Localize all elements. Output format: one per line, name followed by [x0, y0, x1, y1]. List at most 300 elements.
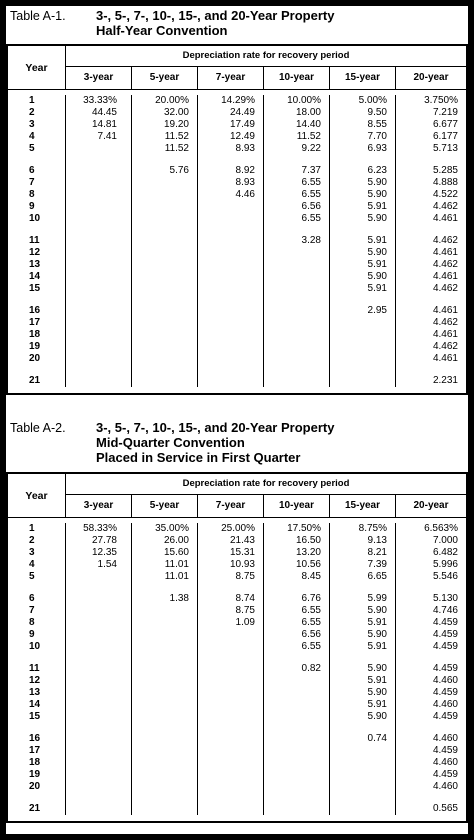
rate-cell: 5.91: [367, 641, 387, 652]
rate-cell: 5.91: [367, 699, 387, 710]
rate-cell: [198, 213, 255, 225]
rate-cell: [330, 317, 387, 329]
rate-cell: 6.55: [301, 189, 321, 200]
rate-cell: 4.459: [432, 711, 458, 722]
rate-cell: [132, 641, 189, 653]
rate-cell: [264, 259, 321, 271]
rate-cell: 17.49: [229, 119, 255, 130]
column-header: 15-year: [330, 67, 396, 89]
rate-cell: [198, 317, 255, 329]
year-cell: 14: [29, 271, 41, 282]
rate-cell: 5.90: [367, 663, 387, 674]
rate-cell: [264, 375, 321, 387]
rate-cell: 19.20: [163, 119, 189, 130]
column-header: 5-year: [132, 495, 198, 517]
rate-cell: [66, 605, 117, 617]
rate-cell: [330, 781, 387, 793]
year-cell: 19: [29, 341, 41, 352]
rate-cell: 6.563%: [424, 523, 458, 534]
year-cell: 8: [29, 189, 35, 200]
column-header: 10-year: [264, 67, 330, 89]
year-cell: 7: [29, 605, 35, 616]
rate-cell: [66, 699, 117, 711]
year-cell: 6: [29, 593, 35, 604]
rate-cell: [132, 757, 189, 769]
rate-cell: 10.56: [295, 559, 321, 570]
rate-cell: 2.95: [367, 305, 387, 316]
column-header: 20-year: [413, 500, 449, 511]
rate-column: [132, 523, 198, 815]
rate-cell: [66, 341, 117, 353]
rate-cell: 11.52: [296, 131, 321, 142]
rate-cell: 7.70: [367, 131, 387, 142]
year-cell: 4: [29, 559, 35, 570]
rate-cell: [66, 375, 117, 387]
rate-cell: 4.459: [432, 617, 458, 628]
rate-cell: 0.74: [367, 733, 387, 744]
rate-cell: 8.92: [235, 165, 255, 176]
year-cell: 6: [29, 165, 35, 176]
rate-cell: 6.65: [367, 571, 387, 582]
rate-cell: 44.45: [91, 107, 117, 118]
rate-cell: [198, 769, 255, 781]
rate-cell: 6.56: [301, 629, 321, 640]
table-title-line: Mid-Quarter Convention: [96, 435, 245, 450]
rate-cell: 6.482: [432, 547, 458, 558]
column-header: 3-year: [66, 67, 132, 89]
rate-cell: [132, 629, 189, 641]
rate-cell: 5.91: [367, 283, 387, 294]
rate-cell: [132, 605, 189, 617]
rate-cell: [132, 259, 189, 271]
rate-cell: 7.219: [432, 107, 458, 118]
rate-cell: 7.37: [301, 165, 321, 176]
rate-cell: 13.20: [295, 547, 321, 558]
rate-cell: [66, 663, 117, 675]
rate-cell: 6.177: [432, 131, 458, 142]
rate-cell: [66, 687, 117, 699]
rate-cell: 6.76: [301, 593, 321, 604]
rate-cell: 8.55: [367, 119, 387, 130]
rate-cell: 14.29%: [221, 95, 255, 106]
rate-cell: 8.75%: [358, 523, 387, 534]
rate-cell: [66, 329, 117, 341]
rate-cell: [132, 803, 189, 815]
rate-cell: 6.55: [301, 177, 321, 188]
rate-cell: [198, 271, 255, 283]
rate-cell: [132, 699, 189, 711]
rate-cell: [264, 675, 321, 687]
table-title-row: [6, 418, 468, 472]
rate-column: [264, 95, 330, 387]
depreciation-table: [6, 44, 468, 395]
rate-cell: 4.461: [432, 213, 458, 224]
rate-cell: [66, 305, 117, 317]
rate-cell: [330, 329, 387, 341]
rate-cell: [198, 641, 255, 653]
rate-cell: 3.750%: [424, 95, 458, 106]
year-cell: 5: [29, 143, 35, 154]
rate-cell: 4.462: [432, 201, 458, 212]
rate-cell: [132, 375, 189, 387]
rate-cell: 5.91: [367, 617, 387, 628]
rate-cell: 8.21: [367, 547, 387, 558]
rate-cell: 5.76: [169, 165, 189, 176]
rate-cell: [132, 329, 189, 341]
rate-cell: [198, 757, 255, 769]
rate-cell: 5.90: [367, 213, 387, 224]
rate-cell: 7.41: [97, 131, 117, 142]
rate-column: [264, 523, 330, 815]
rate-column: [66, 95, 132, 387]
year-cell: 11: [29, 663, 40, 674]
year-cell: 16: [29, 733, 41, 744]
rate-cell: 33.33%: [83, 95, 117, 106]
table-title: [96, 420, 334, 465]
table-id: Table A-2.: [10, 421, 66, 435]
year-cell: 10: [29, 213, 41, 224]
rate-cell: [132, 733, 189, 745]
rate-cell: 5.90: [367, 605, 387, 616]
column-header: 3-year: [66, 495, 132, 517]
rate-cell: 6.23: [367, 165, 387, 176]
rate-cell: [198, 353, 255, 365]
rate-cell: 7.000: [432, 535, 458, 546]
rate-cell: 5.90: [367, 711, 387, 722]
column-header: 15-year: [330, 495, 396, 517]
rate-cell: 4.460: [432, 675, 458, 686]
year-cell: 4: [29, 131, 35, 142]
year-cell: 2: [29, 107, 35, 118]
year-cell: 13: [29, 259, 41, 270]
year-cell: 15: [29, 283, 41, 294]
rate-column: [198, 95, 264, 387]
rate-cell: [264, 353, 321, 365]
year-cell: 16: [29, 305, 41, 316]
rate-cell: 10.00%: [287, 95, 321, 106]
rate-cell: [66, 641, 117, 653]
rate-cell: [66, 769, 117, 781]
rate-cell: [66, 353, 117, 365]
column-headers: [66, 495, 466, 517]
rate-cell: [264, 699, 321, 711]
rate-cell: 27.78: [91, 535, 117, 546]
rate-cell: 35.00%: [155, 523, 189, 534]
year-cell: 1: [29, 95, 35, 106]
column-header: 10-year: [264, 495, 330, 517]
rate-columns: [66, 523, 466, 815]
rate-cell: [66, 235, 117, 247]
rate-cell: 4.459: [432, 641, 458, 652]
rate-cell: 5.90: [367, 687, 387, 698]
rate-cell: 58.33%: [83, 523, 117, 534]
rate-cell: [132, 781, 189, 793]
year-cell: 9: [29, 201, 35, 212]
rate-cell: [264, 757, 321, 769]
year-cell: 8: [29, 617, 35, 628]
rate-cell: 5.91: [367, 201, 387, 212]
rate-cell: 20.00%: [155, 95, 189, 106]
rate-cell: 5.99: [367, 593, 387, 604]
rate-cell: 4.461: [432, 271, 458, 282]
rate-cell: [264, 329, 321, 341]
table-a1: [6, 6, 468, 395]
table-id: Table A-1.: [10, 9, 66, 23]
rate-cell: [132, 769, 189, 781]
rate-cell: 6.677: [432, 119, 458, 130]
rate-cell: [198, 781, 255, 793]
rate-cell: 15.31: [229, 547, 255, 558]
rate-column: [396, 523, 466, 815]
rate-cell: [198, 745, 255, 757]
rate-cell: 6.56: [301, 201, 321, 212]
rate-cell: [264, 341, 321, 353]
rate-cell: 5.90: [367, 177, 387, 188]
rate-cell: [330, 745, 387, 757]
rate-cell: [264, 247, 321, 259]
rate-cell: 5.130: [432, 593, 458, 604]
rate-column: [330, 523, 396, 815]
rate-cell: [66, 317, 117, 329]
rate-cell: [198, 375, 255, 387]
rate-cell: 6.55: [301, 605, 321, 616]
rate-cell: 6.55: [301, 641, 321, 652]
year-cell: 20: [29, 781, 41, 792]
rate-cell: 8.93: [235, 143, 255, 154]
year-cell: 21: [29, 375, 41, 386]
rate-cell: 11.01: [164, 571, 189, 582]
year-cell: 14: [29, 699, 41, 710]
rate-cell: [132, 317, 189, 329]
rate-cell: 26.00: [163, 535, 189, 546]
rate-column: [132, 95, 198, 387]
year-cell: 20: [29, 353, 41, 364]
table-a2: [6, 418, 468, 823]
rate-cell: 11.01: [164, 559, 189, 570]
rate-columns: [66, 95, 466, 387]
rate-cell: 1.09: [235, 617, 255, 628]
column-header: 7-year: [198, 67, 264, 89]
rate-cell: 4.460: [432, 781, 458, 792]
rate-cell: [132, 663, 189, 675]
rate-cell: 14.81: [91, 119, 117, 130]
rate-cell: 4.461: [432, 305, 458, 316]
rate-cell: [330, 375, 387, 387]
rate-cell: [66, 675, 117, 687]
rate-cell: [264, 745, 321, 757]
rate-cell: [132, 247, 189, 259]
rate-cell: [198, 247, 255, 259]
table-body: [8, 90, 466, 393]
rate-cell: 5.996: [432, 559, 458, 570]
rate-cell: 10.93: [229, 559, 255, 570]
year-cell: 1: [29, 523, 35, 534]
column-header: 20-year: [413, 72, 449, 83]
rate-cell: 5.713: [432, 143, 458, 154]
rate-cell: 18.00: [295, 107, 321, 118]
table-header: [8, 474, 466, 518]
year-cell: 10: [29, 641, 41, 652]
rate-cell: 4.46: [235, 189, 255, 200]
year-cell: 9: [29, 629, 35, 640]
rate-cell: [198, 699, 255, 711]
rate-cell: 4.888: [432, 177, 458, 188]
rate-header: Depreciation rate for recovery period: [66, 46, 466, 67]
rate-cell: [264, 305, 321, 317]
rate-cell: [66, 283, 117, 295]
rate-cell: 14.40: [295, 119, 321, 130]
rate-cell: 4.460: [432, 699, 458, 710]
depreciation-table: [6, 472, 468, 823]
rate-cell: 11.52: [164, 131, 189, 142]
rate-cell: 4.461: [432, 329, 458, 340]
table-title-row: [6, 6, 468, 44]
rate-cell: [66, 201, 117, 213]
rate-cell: 8.75: [235, 571, 255, 582]
rate-cell: [330, 341, 387, 353]
year-cell: 19: [29, 769, 41, 780]
rate-cell: [198, 259, 255, 271]
rate-cell: 6.55: [301, 213, 321, 224]
rate-cell: 4.746: [432, 605, 458, 616]
rate-cell: [132, 617, 189, 629]
rate-cell: [66, 711, 117, 723]
rate-cell: [132, 235, 189, 247]
rate-cell: [66, 733, 117, 745]
rate-cell: 4.459: [432, 663, 458, 674]
year-column-header: Year: [8, 474, 66, 517]
rate-cell: 5.90: [367, 629, 387, 640]
rate-cell: 25.00%: [221, 523, 255, 534]
rate-cell: [132, 745, 189, 757]
rate-cell: 8.93: [235, 177, 255, 188]
rate-cell: [198, 663, 255, 675]
rate-cell: [198, 283, 255, 295]
rate-cell: [132, 189, 189, 201]
rate-cell: 2.231: [432, 375, 458, 386]
rate-cell: 4.462: [432, 283, 458, 294]
column-header: 5-year: [132, 67, 198, 89]
rate-cell: 4.460: [432, 733, 458, 744]
rate-cell: 4.461: [432, 353, 458, 364]
rate-cell: [132, 283, 189, 295]
rate-cell: [198, 711, 255, 723]
rate-cell: 24.49: [229, 107, 255, 118]
rate-cell: [132, 341, 189, 353]
rate-cell: [132, 271, 189, 283]
rate-cell: [264, 271, 321, 283]
year-cell: 2: [29, 535, 35, 546]
rate-cell: [132, 353, 189, 365]
rate-cell: 15.60: [163, 547, 189, 558]
table-body: [8, 518, 466, 821]
year-cell: 17: [29, 745, 41, 756]
rate-cell: 5.90: [367, 189, 387, 200]
rate-cell: [198, 733, 255, 745]
year-cell: 13: [29, 687, 41, 698]
rate-header: Depreciation rate for recovery period: [66, 474, 466, 495]
rate-cell: 5.91: [367, 235, 387, 246]
year-cell: 11: [29, 235, 40, 246]
rate-cell: 1.38: [169, 593, 189, 604]
rate-cell: [330, 803, 387, 815]
rate-cell: [198, 687, 255, 699]
table-title-line: 3-, 5-, 7-, 10-, 15-, and 20-Year Property: [96, 420, 335, 435]
rate-cell: [264, 733, 321, 745]
table-header: [8, 46, 466, 90]
table-title: [96, 8, 334, 38]
rate-cell: 8.45: [301, 571, 321, 582]
year-column: [8, 95, 66, 387]
rate-cell: 11.52: [164, 143, 189, 154]
rate-cell: [66, 165, 117, 177]
year-cell: 21: [29, 803, 41, 814]
column-headers: [66, 67, 466, 89]
rate-cell: 9.50: [367, 107, 387, 118]
rate-cell: 9.22: [301, 143, 321, 154]
year-cell: 12: [29, 675, 41, 686]
table-title-line: 3-, 5-, 7-, 10-, 15-, and 20-Year Property: [96, 8, 335, 23]
rate-cell: 6.93: [367, 143, 387, 154]
rate-cell: [264, 769, 321, 781]
year-cell: 18: [29, 329, 41, 340]
rate-cell: 4.459: [432, 769, 458, 780]
year-cell: 7: [29, 177, 35, 188]
rate-cell: [132, 213, 189, 225]
rate-cell: 21.43: [229, 535, 255, 546]
rate-cell: 5.91: [367, 675, 387, 686]
rate-cell: [330, 757, 387, 769]
rate-cell: 5.91: [367, 259, 387, 270]
rate-cell: [264, 781, 321, 793]
rate-cell: [132, 711, 189, 723]
rate-cell: [198, 341, 255, 353]
year-cell: 15: [29, 711, 41, 722]
rate-cell: [66, 593, 117, 605]
column-header: 7-year: [198, 495, 264, 517]
rate-cell: 17.50%: [287, 523, 321, 534]
rate-column: [198, 523, 264, 815]
rate-cell: 4.459: [432, 629, 458, 640]
year-column-header: Year: [8, 46, 66, 89]
rate-cell: [66, 629, 117, 641]
rate-cell: 4.459: [432, 745, 458, 756]
rate-cell: 0.565: [432, 803, 458, 814]
rate-cell: 32.00: [163, 107, 189, 118]
rate-cell: [66, 745, 117, 757]
rate-cell: [198, 305, 255, 317]
rate-cell: [198, 235, 255, 247]
rate-cell: [264, 711, 321, 723]
rate-cell: [66, 189, 117, 201]
rate-cell: [66, 757, 117, 769]
rate-cell: [264, 803, 321, 815]
rate-cell: [198, 675, 255, 687]
rate-cell: 4.462: [432, 341, 458, 352]
rate-cell: 9.13: [367, 535, 387, 546]
year-cell: 18: [29, 757, 41, 768]
rate-cell: 5.00%: [358, 95, 387, 106]
year-column: [8, 523, 66, 815]
year-cell: 5: [29, 571, 35, 582]
rate-cell: 8.75: [235, 605, 255, 616]
rate-cell: 12.35: [91, 547, 117, 558]
rate-cell: [66, 803, 117, 815]
rate-cell: 12.49: [229, 131, 255, 142]
rate-cell: [66, 571, 117, 583]
rate-cell: [132, 687, 189, 699]
rate-column: [330, 95, 396, 387]
